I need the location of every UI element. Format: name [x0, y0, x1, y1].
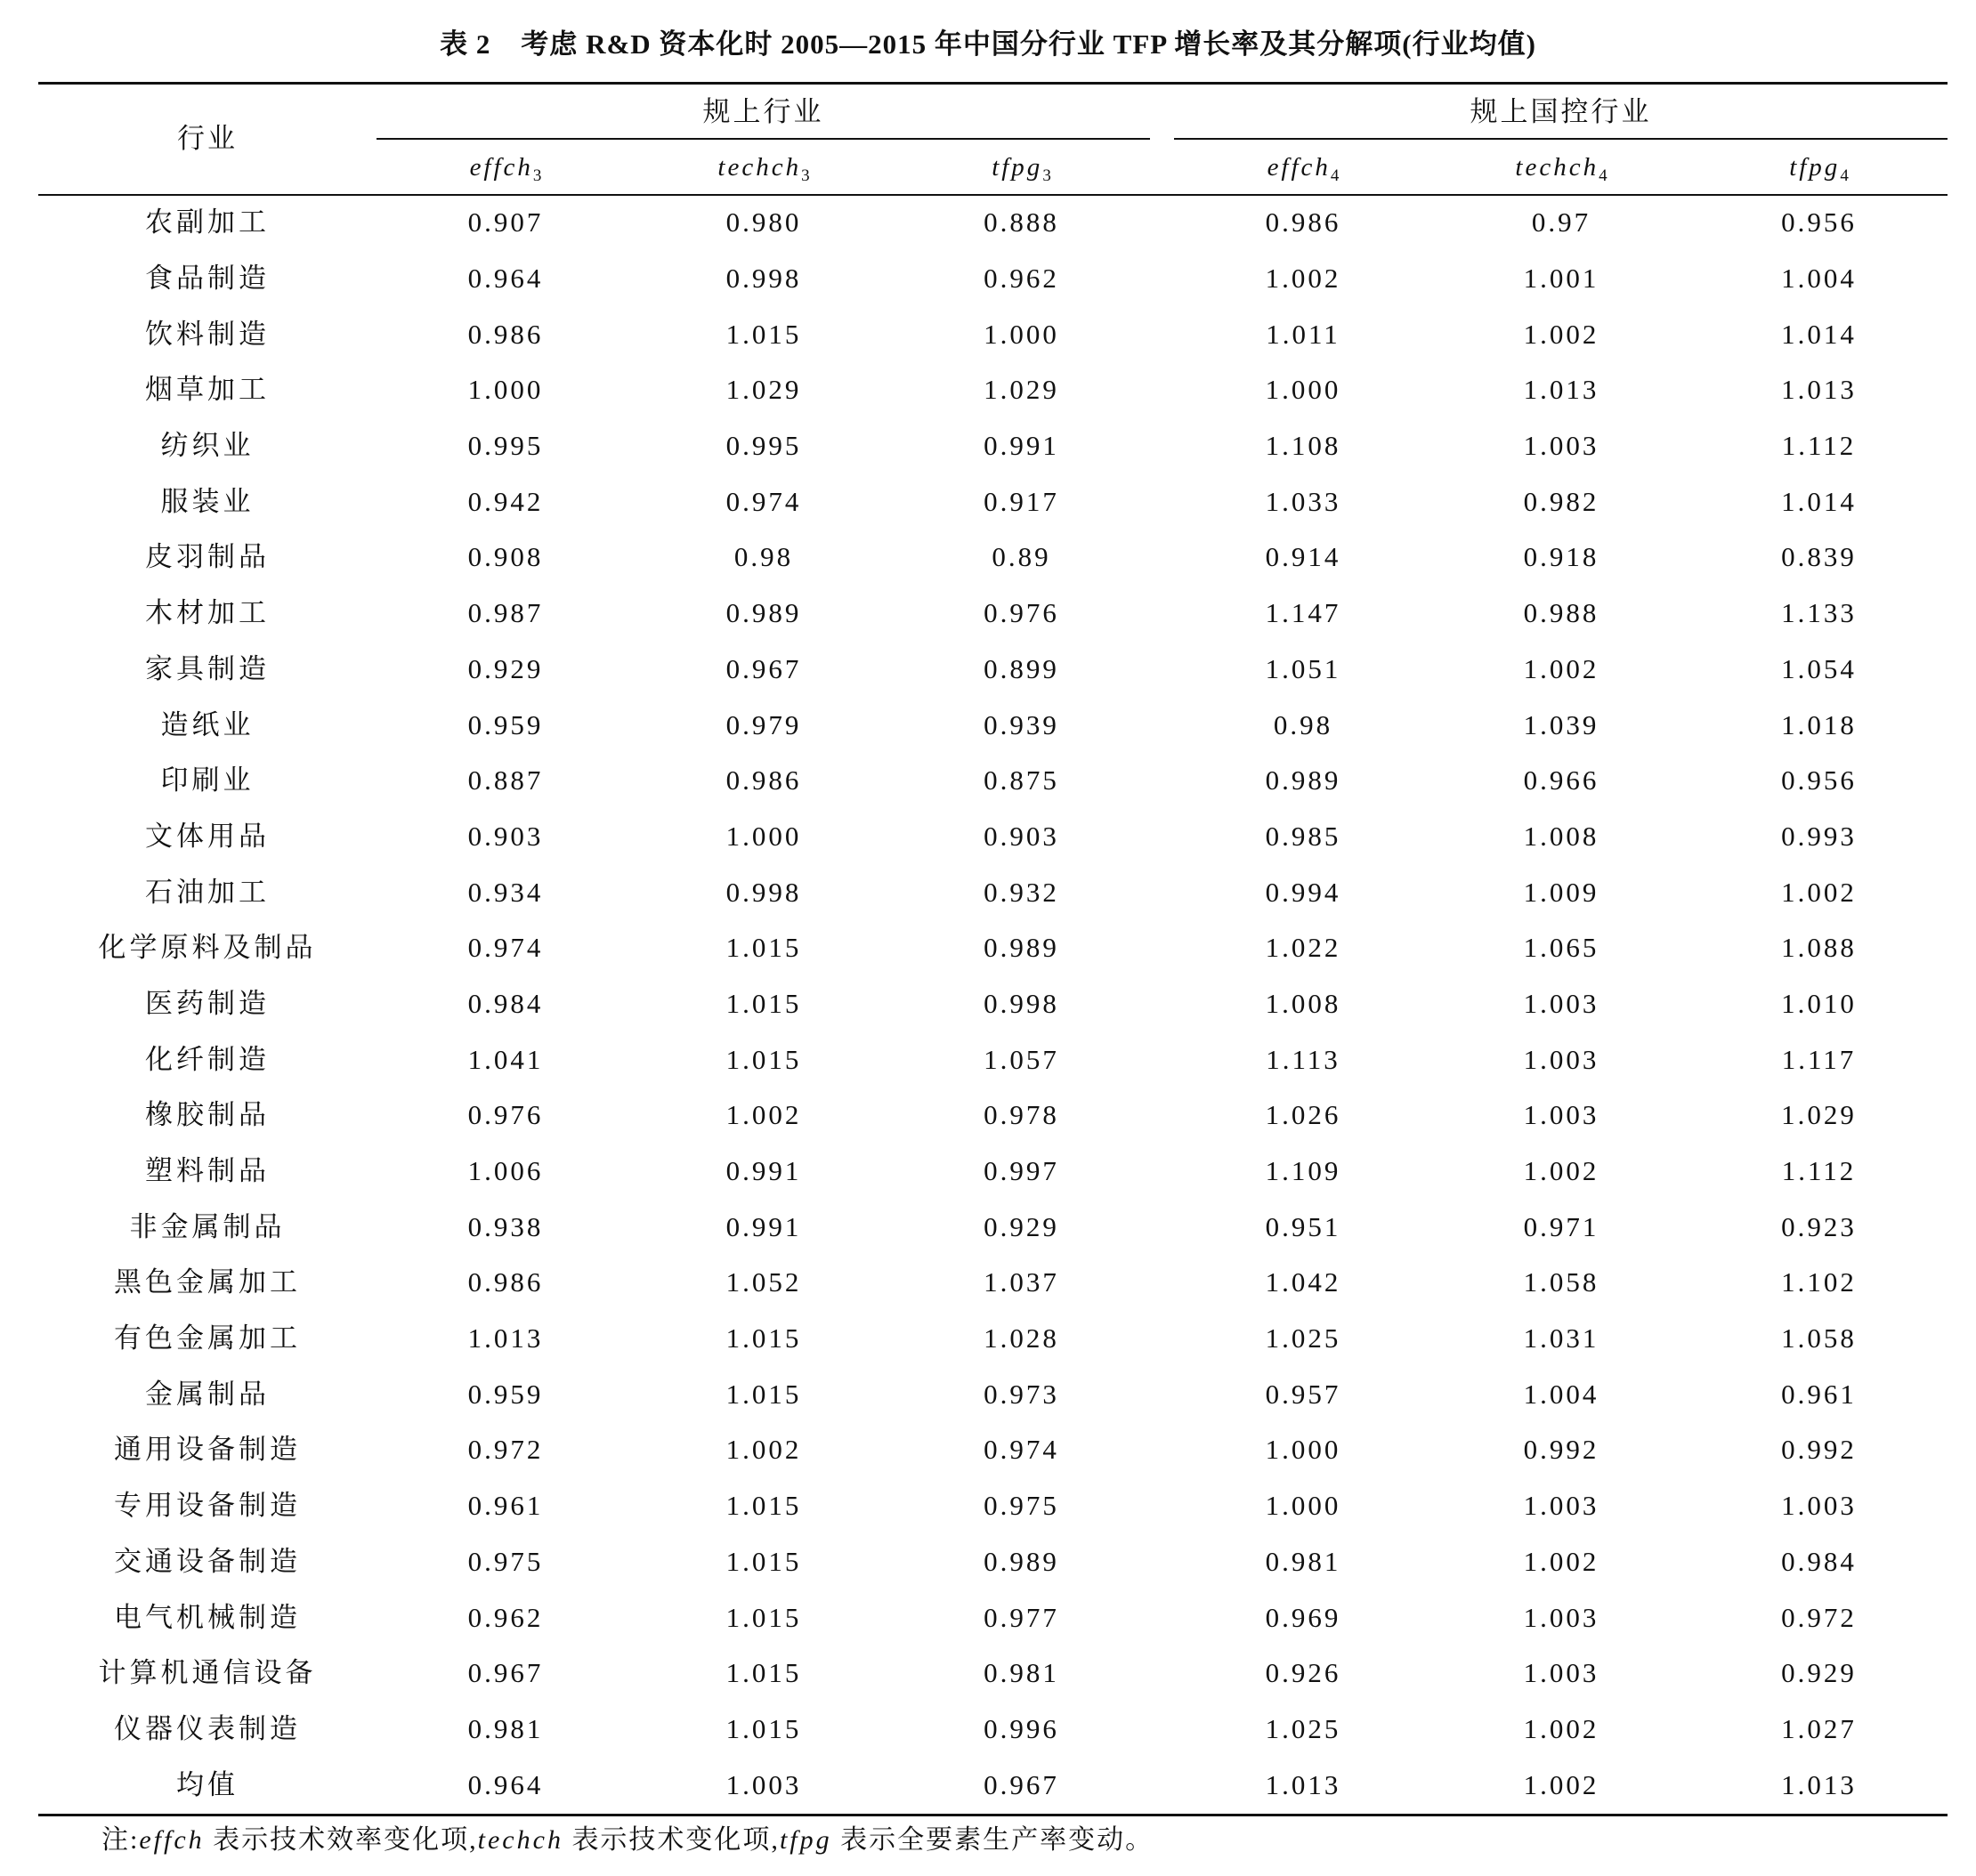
value-cell: 1.008: [1523, 820, 1599, 852]
value-cell: 1.003: [1523, 1099, 1599, 1131]
value-cell: 1.033: [1265, 485, 1341, 517]
table-row: [38, 697, 1948, 753]
table-number: 表 2: [440, 28, 491, 60]
value-cell: 0.923: [1781, 1210, 1857, 1242]
value-cell: 0.908: [467, 541, 544, 573]
value-cell: 0.984: [1781, 1545, 1857, 1577]
value-cell: 0.98: [1273, 708, 1333, 740]
table-row: [38, 1199, 1948, 1255]
value-cell: 0.917: [984, 485, 1059, 517]
value-cell: 0.991: [725, 1155, 802, 1187]
value-cell: 0.973: [984, 1378, 1059, 1410]
value-cell: 0.992: [1523, 1434, 1599, 1466]
value-cell: 0.974: [467, 932, 544, 964]
row-label: 黑色金属加工: [114, 1266, 301, 1298]
value-cell: 0.899: [984, 652, 1059, 684]
value-cell: 0.972: [1781, 1601, 1857, 1633]
value-cell: 0.938: [467, 1210, 544, 1242]
subheader-effch3: effch$_3$: [469, 153, 542, 185]
value-cell: 0.966: [1523, 764, 1599, 796]
value-cell: 0.969: [1265, 1601, 1341, 1633]
value-cell: 0.964: [467, 263, 544, 295]
table-row: [38, 1422, 1948, 1478]
row-label: 家具制造: [145, 652, 270, 684]
row-label: 皮羽制品: [145, 541, 270, 573]
row-label: 化学原料及制品: [98, 932, 317, 964]
value-cell: 0.981: [984, 1657, 1059, 1689]
note-term-tfpg: tfpg: [779, 1825, 832, 1855]
table-row: [38, 1534, 1948, 1590]
value-cell: 1.058: [1781, 1322, 1857, 1354]
value-cell: 1.065: [1523, 932, 1599, 964]
value-cell: 0.989: [984, 932, 1059, 964]
value-cell: 0.995: [725, 430, 802, 462]
value-cell: 0.962: [984, 263, 1059, 295]
group-rule-1: [377, 138, 1150, 140]
value-cell: 0.988: [1523, 597, 1599, 629]
value-cell: 1.052: [725, 1266, 802, 1298]
row-label: 石油加工: [145, 876, 270, 908]
value-cell: 1.015: [725, 932, 802, 964]
value-cell: 1.002: [1523, 1545, 1599, 1577]
row-label: 印刷业: [160, 764, 255, 796]
value-cell: 1.014: [1781, 485, 1857, 517]
row-label: 食品制造: [145, 263, 270, 295]
value-cell: 1.008: [1265, 987, 1341, 1019]
value-cell: 1.003: [725, 1768, 802, 1800]
table-row: [38, 586, 1948, 642]
value-cell: 1.006: [467, 1155, 544, 1187]
value-cell: 0.907: [467, 206, 544, 239]
value-cell: 0.929: [467, 652, 544, 684]
value-cell: 0.839: [1781, 541, 1857, 573]
row-label: 烟草加工: [145, 374, 270, 406]
value-cell: 1.027: [1781, 1712, 1857, 1744]
table-row: [38, 530, 1948, 586]
value-cell: 1.003: [1781, 1490, 1857, 1522]
table-row: [38, 809, 1948, 865]
value-cell: 1.001: [1523, 263, 1599, 295]
value-cell: 1.000: [467, 374, 544, 406]
value-cell: 0.992: [1781, 1434, 1857, 1466]
row-label: 专用设备制造: [114, 1490, 301, 1522]
value-cell: 1.025: [1265, 1322, 1341, 1354]
table-row: [38, 1088, 1948, 1144]
value-cell: 1.112: [1781, 1155, 1857, 1187]
table-row: [38, 418, 1948, 474]
value-cell: 1.000: [984, 318, 1059, 350]
value-cell: 1.015: [725, 1043, 802, 1075]
table-row: [38, 1589, 1948, 1646]
table-row: [38, 1366, 1948, 1422]
value-cell: 0.985: [1265, 820, 1341, 852]
value-cell: 1.002: [1523, 318, 1599, 350]
value-cell: 0.957: [1265, 1378, 1341, 1410]
value-cell: 1.039: [1523, 708, 1599, 740]
row-label: 交通设备制造: [114, 1545, 301, 1577]
value-cell: 1.117: [1781, 1043, 1857, 1075]
subheader-tfpg3: tfpg$_3$: [992, 153, 1051, 185]
value-cell: 1.010: [1781, 987, 1857, 1019]
value-cell: 1.112: [1781, 430, 1857, 462]
note-desc-tfpg: 表示全要素生产率变动。: [831, 1825, 1154, 1855]
row-label: 非金属制品: [129, 1210, 286, 1242]
value-cell: 1.133: [1781, 597, 1857, 629]
table-row: [38, 753, 1948, 809]
row-label: 农副加工: [145, 206, 270, 239]
value-cell: 1.058: [1523, 1266, 1599, 1298]
value-cell: 1.003: [1523, 1043, 1599, 1075]
value-cell: 1.037: [984, 1266, 1059, 1298]
table-row: [38, 1031, 1948, 1088]
group-rule-2: [1174, 138, 1948, 140]
value-cell: 1.015: [725, 1657, 802, 1689]
subheader-techch3: techch$_3$: [717, 153, 810, 185]
value-cell: 1.009: [1523, 876, 1599, 908]
value-cell: 1.028: [984, 1322, 1059, 1354]
value-cell: 1.109: [1265, 1155, 1341, 1187]
value-cell: 0.961: [1781, 1378, 1857, 1410]
bottom-rule: [38, 1814, 1948, 1816]
value-cell: 0.998: [725, 263, 802, 295]
value-cell: 1.004: [1781, 263, 1857, 295]
value-cell: 0.959: [467, 708, 544, 740]
value-cell: 0.918: [1523, 541, 1599, 573]
value-cell: 1.015: [725, 318, 802, 350]
value-cell: 0.997: [984, 1155, 1059, 1187]
row-header: 行业: [177, 123, 238, 154]
value-cell: 1.031: [1523, 1322, 1599, 1354]
row-label: 通用设备制造: [114, 1434, 301, 1466]
group-header-1: 规上行业: [702, 96, 824, 127]
value-cell: 1.015: [725, 1490, 802, 1522]
row-label: 木材加工: [145, 597, 270, 629]
value-cell: 1.029: [984, 374, 1059, 406]
value-cell: 0.998: [725, 876, 802, 908]
table-row: [38, 1757, 1948, 1813]
value-cell: 0.967: [467, 1657, 544, 1689]
value-cell: 1.013: [1523, 374, 1599, 406]
table-row: [38, 195, 1948, 251]
value-cell: 0.976: [467, 1099, 544, 1131]
subheader-techch4: techch$_4$: [1515, 153, 1608, 185]
value-cell: 0.989: [725, 597, 802, 629]
table-row: [38, 920, 1948, 976]
table-caption: 考虑 R&D 资本化时 2005—2015 年中国分行业 TFP 增长率及其分解项(行业均值): [521, 28, 1536, 60]
value-cell: 0.996: [984, 1712, 1059, 1744]
row-label: 电气机械制造: [114, 1601, 301, 1633]
value-cell: 1.025: [1265, 1712, 1341, 1744]
value-cell: 1.000: [1265, 1434, 1341, 1466]
value-cell: 1.002: [1265, 263, 1341, 295]
value-cell: 1.015: [725, 1322, 802, 1354]
row-label: 饮料制造: [145, 318, 270, 350]
value-cell: 1.003: [1523, 1601, 1599, 1633]
value-cell: 1.004: [1523, 1378, 1599, 1410]
table-row: [38, 1255, 1948, 1311]
row-label: 服装业: [160, 485, 255, 517]
value-cell: 1.000: [1265, 374, 1341, 406]
value-cell: 0.981: [467, 1712, 544, 1744]
table-title: [0, 27, 1976, 62]
value-cell: 0.976: [984, 597, 1059, 629]
value-cell: 1.002: [1523, 1768, 1599, 1800]
row-label: 纺织业: [160, 430, 255, 462]
table-row: [38, 1478, 1948, 1534]
note-term-techch: techch: [477, 1825, 563, 1855]
column-subheaders: [38, 150, 1948, 185]
subheader-effch4: effch$_4$: [1267, 153, 1340, 185]
value-cell: 1.003: [1523, 430, 1599, 462]
row-label: 均值: [176, 1768, 239, 1800]
value-cell: 0.998: [984, 987, 1059, 1019]
value-cell: 1.029: [725, 374, 802, 406]
value-cell: 0.986: [467, 318, 544, 350]
row-label: 计算机通信设备: [98, 1657, 317, 1689]
value-cell: 0.959: [467, 1378, 544, 1410]
table-row: [38, 1702, 1948, 1758]
value-cell: 1.002: [1523, 1712, 1599, 1744]
table-body: [38, 195, 1948, 1813]
value-cell: 0.978: [984, 1099, 1059, 1131]
value-cell: 0.903: [984, 820, 1059, 852]
value-cell: 0.980: [725, 206, 802, 239]
row-label: 橡胶制品: [145, 1099, 270, 1131]
value-cell: 0.982: [1523, 485, 1599, 517]
value-cell: 1.015: [725, 987, 802, 1019]
value-cell: 1.013: [1781, 374, 1857, 406]
value-cell: 1.015: [725, 1601, 802, 1633]
value-cell: 1.147: [1265, 597, 1341, 629]
value-cell: 0.939: [984, 708, 1059, 740]
value-cell: 1.015: [725, 1712, 802, 1744]
value-cell: 1.054: [1781, 652, 1857, 684]
value-cell: 0.986: [725, 764, 802, 796]
group-header-2: 规上国控行业: [1470, 96, 1652, 127]
row-label: 金属制品: [145, 1378, 270, 1410]
table-row: [38, 1144, 1948, 1200]
value-cell: 0.951: [1265, 1210, 1341, 1242]
table-row: [38, 642, 1948, 698]
value-cell: 0.929: [984, 1210, 1059, 1242]
row-label: 造纸业: [160, 708, 255, 740]
value-cell: 0.89: [992, 541, 1051, 573]
value-cell: 1.029: [1781, 1099, 1857, 1131]
value-cell: 1.057: [984, 1043, 1059, 1075]
value-cell: 1.108: [1265, 430, 1341, 462]
value-cell: 0.986: [1265, 206, 1341, 239]
note-term-effch: effch: [139, 1825, 205, 1855]
value-cell: 0.981: [1265, 1545, 1341, 1577]
value-cell: 0.974: [984, 1434, 1059, 1466]
value-cell: 0.991: [984, 430, 1059, 462]
value-cell: 0.991: [725, 1210, 802, 1242]
note-desc-techch: 表示技术变化项,: [563, 1825, 780, 1855]
table-row: [38, 362, 1948, 418]
row-label: 文体用品: [145, 820, 270, 852]
value-cell: 1.051: [1265, 652, 1341, 684]
table-row: [38, 1311, 1948, 1367]
value-cell: 0.903: [467, 820, 544, 852]
value-cell: 0.994: [1265, 876, 1341, 908]
value-cell: 0.972: [467, 1434, 544, 1466]
value-cell: 1.002: [725, 1434, 802, 1466]
value-cell: 0.942: [467, 485, 544, 517]
value-cell: 0.926: [1265, 1657, 1341, 1689]
value-cell: 1.026: [1265, 1099, 1341, 1131]
value-cell: 0.977: [984, 1601, 1059, 1633]
value-cell: 0.956: [1781, 764, 1857, 796]
row-label: 有色金属加工: [114, 1322, 301, 1354]
table-row: [38, 251, 1948, 307]
value-cell: 0.967: [984, 1768, 1059, 1800]
value-cell: 0.934: [467, 876, 544, 908]
note-desc-effch: 表示技术效率变化项,: [204, 1825, 478, 1855]
value-cell: 0.914: [1265, 541, 1341, 573]
value-cell: 0.967: [725, 652, 802, 684]
value-cell: 1.042: [1265, 1266, 1341, 1298]
value-cell: 1.002: [1523, 652, 1599, 684]
value-cell: 1.113: [1266, 1043, 1340, 1075]
top-rule: [38, 82, 1948, 85]
value-cell: 0.989: [984, 1545, 1059, 1577]
table-row: [38, 864, 1948, 920]
value-cell: 1.022: [1265, 932, 1341, 964]
value-cell: 0.962: [467, 1601, 544, 1633]
value-cell: 0.974: [725, 485, 802, 517]
subheader-tfpg4: tfpg$_4$: [1789, 153, 1849, 185]
table-row: [38, 1646, 1948, 1702]
value-cell: 0.975: [984, 1490, 1059, 1522]
value-cell: 1.000: [725, 820, 802, 852]
value-cell: 0.964: [467, 1768, 544, 1800]
value-cell: 1.015: [725, 1545, 802, 1577]
value-cell: 0.995: [467, 430, 544, 462]
value-cell: 1.002: [725, 1099, 802, 1131]
value-cell: 0.989: [1265, 764, 1341, 796]
value-cell: 1.011: [1266, 318, 1340, 350]
value-cell: 0.987: [467, 597, 544, 629]
value-cell: 1.088: [1781, 932, 1857, 964]
value-cell: 0.932: [984, 876, 1059, 908]
table-row: [38, 473, 1948, 530]
row-label: 化纤制造: [145, 1043, 270, 1075]
value-cell: 0.979: [725, 708, 802, 740]
value-cell: 0.986: [467, 1266, 544, 1298]
value-cell: 0.993: [1781, 820, 1857, 852]
value-cell: 1.014: [1781, 318, 1857, 350]
value-cell: 1.013: [1781, 1768, 1857, 1800]
value-cell: 1.002: [1781, 876, 1857, 908]
value-cell: 1.015: [725, 1378, 802, 1410]
value-cell: 0.971: [1523, 1210, 1599, 1242]
value-cell: 0.887: [467, 764, 544, 796]
value-cell: 0.875: [984, 764, 1059, 796]
value-cell: 0.956: [1781, 206, 1857, 239]
table-row: [38, 976, 1948, 1032]
value-cell: 0.975: [467, 1545, 544, 1577]
value-cell: 0.961: [467, 1490, 544, 1522]
value-cell: 1.003: [1523, 1490, 1599, 1522]
row-label: 医药制造: [145, 987, 270, 1019]
value-cell: 1.018: [1781, 708, 1857, 740]
value-cell: 0.984: [467, 987, 544, 1019]
value-cell: 0.98: [733, 541, 794, 573]
value-cell: 1.013: [1265, 1768, 1341, 1800]
value-cell: 1.041: [467, 1043, 544, 1075]
value-cell: 0.888: [984, 206, 1059, 239]
value-cell: 1.000: [1265, 1490, 1341, 1522]
row-label: 塑料制品: [145, 1155, 270, 1187]
table-row: [38, 306, 1948, 362]
value-cell: 1.003: [1523, 1657, 1599, 1689]
note-prefix: 注:: [101, 1825, 140, 1855]
value-cell: 0.97: [1531, 206, 1591, 239]
value-cell: 0.929: [1781, 1657, 1857, 1689]
value-cell: 1.102: [1781, 1266, 1857, 1298]
value-cell: 1.003: [1523, 987, 1599, 1019]
value-cell: 1.002: [1523, 1155, 1599, 1187]
row-label: 仪器仪表制造: [114, 1712, 301, 1744]
value-cell: 1.013: [467, 1322, 544, 1354]
table-note: [101, 1824, 1154, 1856]
